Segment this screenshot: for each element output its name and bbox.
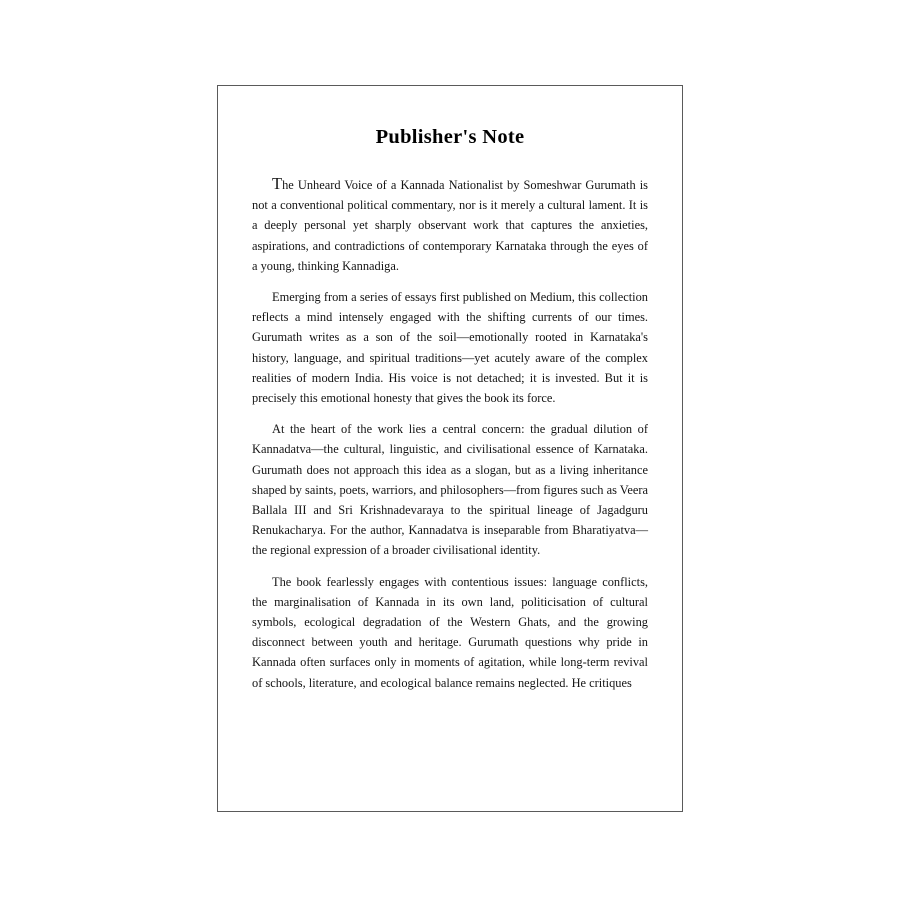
paragraph-text: The book fearlessly engages with contentious issues: language conflicts, the marginalisation of Kannada in its own land, politicisation of cultural symbols, ecological degradation of the Western Ghats, and the growing disconnect between youth and heritage. Gurumath questions why pride in Kannada often surfaces only in moments of agitation, while long-term revival of schools, literature, and ecological balance remains neglected. He critiques: [252, 574, 648, 690]
paragraph-4: [252, 572, 648, 693]
document-page: [217, 85, 683, 812]
paragraph-3: [252, 419, 648, 560]
paragraph-text: At the heart of the work lies a central concern: the gradual dilution of Kannadatva—the cultural, linguistic, and civilisational essence of Karnataka. Gurumath does not approach this idea as a slogan, but as a living inheritance shaped by saints, poets, warriors, and philosophers—from figures such as Veera Ballala III and Sri Krishnadevaraya to the spiritual lineage of Jagadguru Renukacharya. For the author, Kannadatva is inseparable from Bharatiyatva—the regional expression of a broader civilisational identity.: [252, 422, 648, 558]
paragraph-text: Emerging from a series of essays first published on Medium, this collection reflects a mind intensely engaged with the shifting currents of our times. Gurumath writes as a son of the soil—emotionally rooted in Karnataka's history, language, and spiritual traditions—yet acutely aware of the complex realities of modern India. His voice is not detached; it is invested. But it is precisely this emotional honesty that gives the book its force.: [252, 290, 648, 406]
paragraph-1: [252, 175, 648, 276]
paragraph-2: [252, 287, 648, 408]
paragraph-text: he Unheard Voice of a Kannada Nationalist by Someshwar Gurumath is not a conventional political commentary, nor is it merely a cultural lament. It is a deeply personal yet sharply observant work that captures the anxieties, aspirations, and contradictions of contemporary Karnataka through the eyes of a young, thinking Kannadiga.: [252, 178, 648, 273]
page-title: Publisher's Note: [375, 126, 525, 148]
page-content: [218, 86, 682, 713]
drop-cap: T: [272, 174, 283, 193]
